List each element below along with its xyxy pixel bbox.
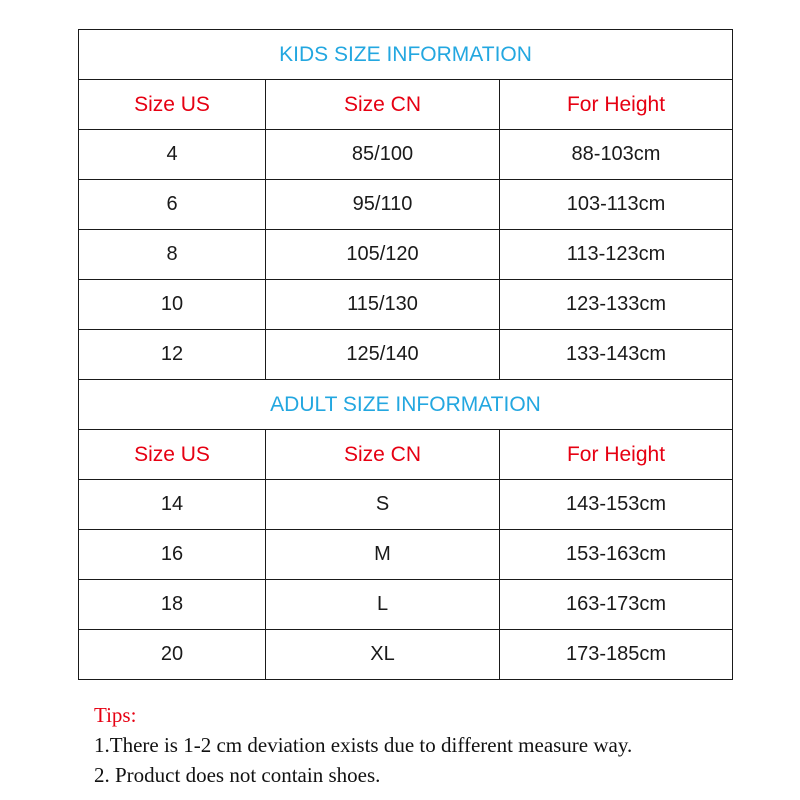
- table-row: [79, 180, 733, 230]
- table-row: [79, 530, 733, 580]
- height-cell: 163-173cm: [500, 580, 733, 630]
- height-cell: 113-123cm: [500, 230, 733, 280]
- size-cn-cell: XL: [266, 630, 500, 680]
- size-cn-cell: 95/110: [266, 180, 500, 230]
- size-us-cell: 4: [79, 130, 266, 180]
- header-size-cn: Size CN: [266, 80, 500, 130]
- table-row: [79, 280, 733, 330]
- size-cn-cell: L: [266, 580, 500, 630]
- table-row: [79, 580, 733, 630]
- header-size-us: Size US: [79, 430, 266, 480]
- size-cn-cell: M: [266, 530, 500, 580]
- adult-header-row: [79, 430, 733, 480]
- table-row: [79, 480, 733, 530]
- header-size-us: Size US: [79, 80, 266, 130]
- size-cn-cell: 115/130: [266, 280, 500, 330]
- height-cell: 173-185cm: [500, 630, 733, 680]
- size-us-cell: 12: [79, 330, 266, 380]
- height-cell: 143-153cm: [500, 480, 733, 530]
- size-us-cell: 10: [79, 280, 266, 330]
- height-cell: 133-143cm: [500, 330, 733, 380]
- height-cell: 103-113cm: [500, 180, 733, 230]
- height-cell: 123-133cm: [500, 280, 733, 330]
- kids-header-row: [79, 80, 733, 130]
- header-for-height: For Height: [500, 430, 733, 480]
- height-cell: 153-163cm: [500, 530, 733, 580]
- table-row: [79, 630, 733, 680]
- size-cn-cell: S: [266, 480, 500, 530]
- table-row: [79, 330, 733, 380]
- size-us-cell: 8: [79, 230, 266, 280]
- header-for-height: For Height: [500, 80, 733, 130]
- size-us-cell: 18: [79, 580, 266, 630]
- size-cn-cell: 125/140: [266, 330, 500, 380]
- table-row: [79, 130, 733, 180]
- tips-title: Tips:: [94, 703, 137, 727]
- kids-section-title: KIDS SIZE INFORMATION: [79, 30, 733, 80]
- table-row: [79, 230, 733, 280]
- tips-section: [94, 700, 632, 790]
- size-cn-cell: 85/100: [266, 130, 500, 180]
- size-cn-cell: 105/120: [266, 230, 500, 280]
- size-us-cell: 6: [79, 180, 266, 230]
- size-us-cell: 14: [79, 480, 266, 530]
- tip-line: 2. Product does not contain shoes.: [94, 763, 381, 787]
- adult-section-title: ADULT SIZE INFORMATION: [79, 380, 733, 430]
- tip-line: 1.There is 1-2 cm deviation exists due to different measure way.: [94, 733, 633, 757]
- adult-title-row: [79, 380, 733, 430]
- height-cell: 88-103cm: [500, 130, 733, 180]
- size-us-cell: 16: [79, 530, 266, 580]
- kids-title-row: [79, 30, 733, 80]
- size-chart-table: [78, 29, 733, 680]
- size-us-cell: 20: [79, 630, 266, 680]
- header-size-cn: Size CN: [266, 430, 500, 480]
